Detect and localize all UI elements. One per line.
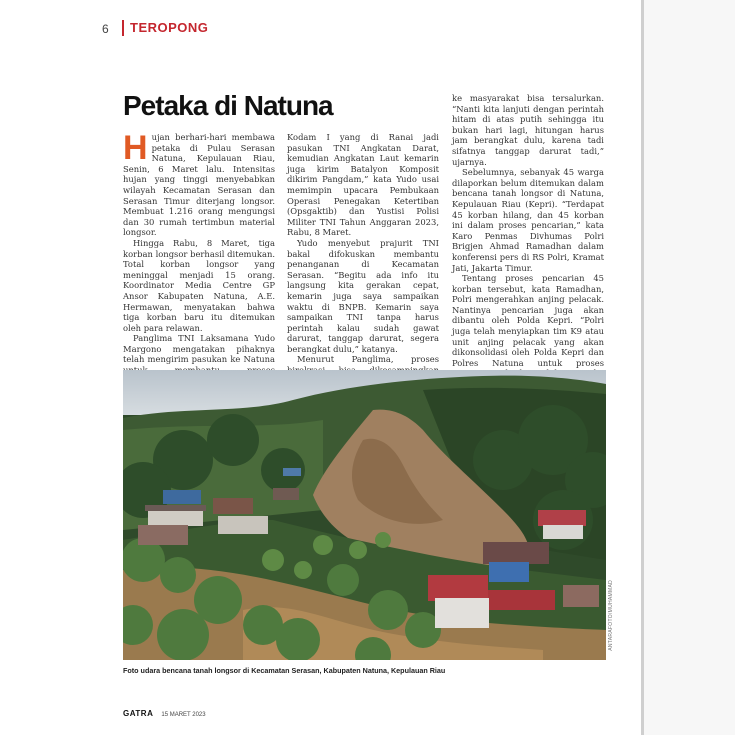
article-column-3 [452, 93, 604, 397]
photo-caption: Foto udara bencana tanah longsor di Kecamatan Serasan, Kabupaten Natuna, Kepulauan Riau [123, 666, 446, 675]
section-divider [122, 20, 124, 36]
paragraph: Panglima TNI Laksamana Yudo Margono mengatakan pihaknya telah mengirim pasukan ke Natuna [123, 333, 275, 365]
issue-date: 15 MARET 2023 [161, 712, 206, 718]
drop-cap: H [123, 129, 148, 167]
article-column-2 [287, 132, 439, 407]
article-title: Petaka di Natuna [123, 90, 333, 121]
paragraph: Menurut Panglima, proses [297, 354, 439, 365]
photo-credit: ANTARAFOTO/MUHAMMAD [608, 580, 614, 651]
page-number: 6 [102, 22, 109, 36]
section-title: TEROPONG [130, 20, 209, 35]
paragraph: ke masyarakat bisa tersalurkan. “Nanti kita lanjuti dengan perintah hitam di atas putih sehingga itu bukan hari lagi, hitungan harus jam berangkat dulu, karena tadi sifatnya tanggap darurat tadi,” ujarnya. [452, 93, 604, 167]
page-margin [644, 0, 735, 735]
paragraph: Hingga Rabu, 8 Maret, tiga korban longsor berhasil ditemukan. Total korban longsor yang meninggal menjadi 15 orang. Koordinator Media Centre GP Ansor Kabupaten Natuna, A.E. Hermawan, menyatakan bahwa tiga korban baru itu ditemukan oleh para relawan. [123, 237, 275, 333]
page-footer [123, 709, 206, 718]
paragraph: Sebelumnya, sebanyak 45 warga dilaporkan belum ditemukan dalam bencana tanah longsor di Natuna, Kepulauan Riau (Kepri). “Terdapat 45 korban hilang, dan 45 korban ini dalam proses pencarian,” kata Karo Penmas Divhumas Polri Brigjen Ahmad Ramadhan dalam konferensi pers di RS Polri, Kramat Jati, Jakarta Timur. [452, 167, 604, 273]
paragraph: Tentang proses pencarian 45 korban tersebut, kata Ramadhan, Polri mengerahkan anjing pelacak. Nantinya pencarian juga akan dibantu oleh Polda Kepri. “Polri juga telah menyiapkan tim K9 atau unit anjing pelacak yang akan dikonsolidasi oleh Polda Kepri dan Polres Natuna untuk proses [452, 273, 604, 390]
paragraph: Kodam I yang di Ranai jadi pasukan TNI Angkatan Darat, kemudian Angkatan Laut kemarin juga kirim Batalyon Komposit dikirim Pangdam,” kata Yudo usai memimpin upacara Pembukaan Operasi Penegakan Ketertiban (Opsgaktib) dan Yustisi Polisi Militer TNI Tahun Anggaran 2023, Rabu, 8 Maret. [287, 132, 439, 238]
paragraph: Yudo menyebut prajurit TNI bakal difokuskan membantu penanganan di Kecamatan Serasan. “Begitu ada info itu langsung kita gerakan cepat, kemarin juga saya sampaikan waktu di BNPB. Kemarin saya sampaikan TNI tanpa harus perintah kalau sudah gawat darurat, tanggap darurat, segera berangkat dulu,” katanya. [287, 237, 439, 354]
page-edge [641, 0, 644, 735]
aerial-landslide-photo [123, 370, 606, 660]
paragraph: Hujan berhari-hari membawa petaka di Pulau Serasan Natuna, Kepulauan Riau, Senin, 6 Maret lalu. Intensitas hujan yang tinggi menyebabkan wilayah Kecamatan Serasan dan Serasan Timur diterjang longsor. Membuat 1.216 orang mengungsi dan 30 rumah tertimbun material longsor. [123, 129, 275, 238]
article-column-1 [123, 129, 275, 397]
magazine-brand: GATRA [123, 709, 154, 718]
